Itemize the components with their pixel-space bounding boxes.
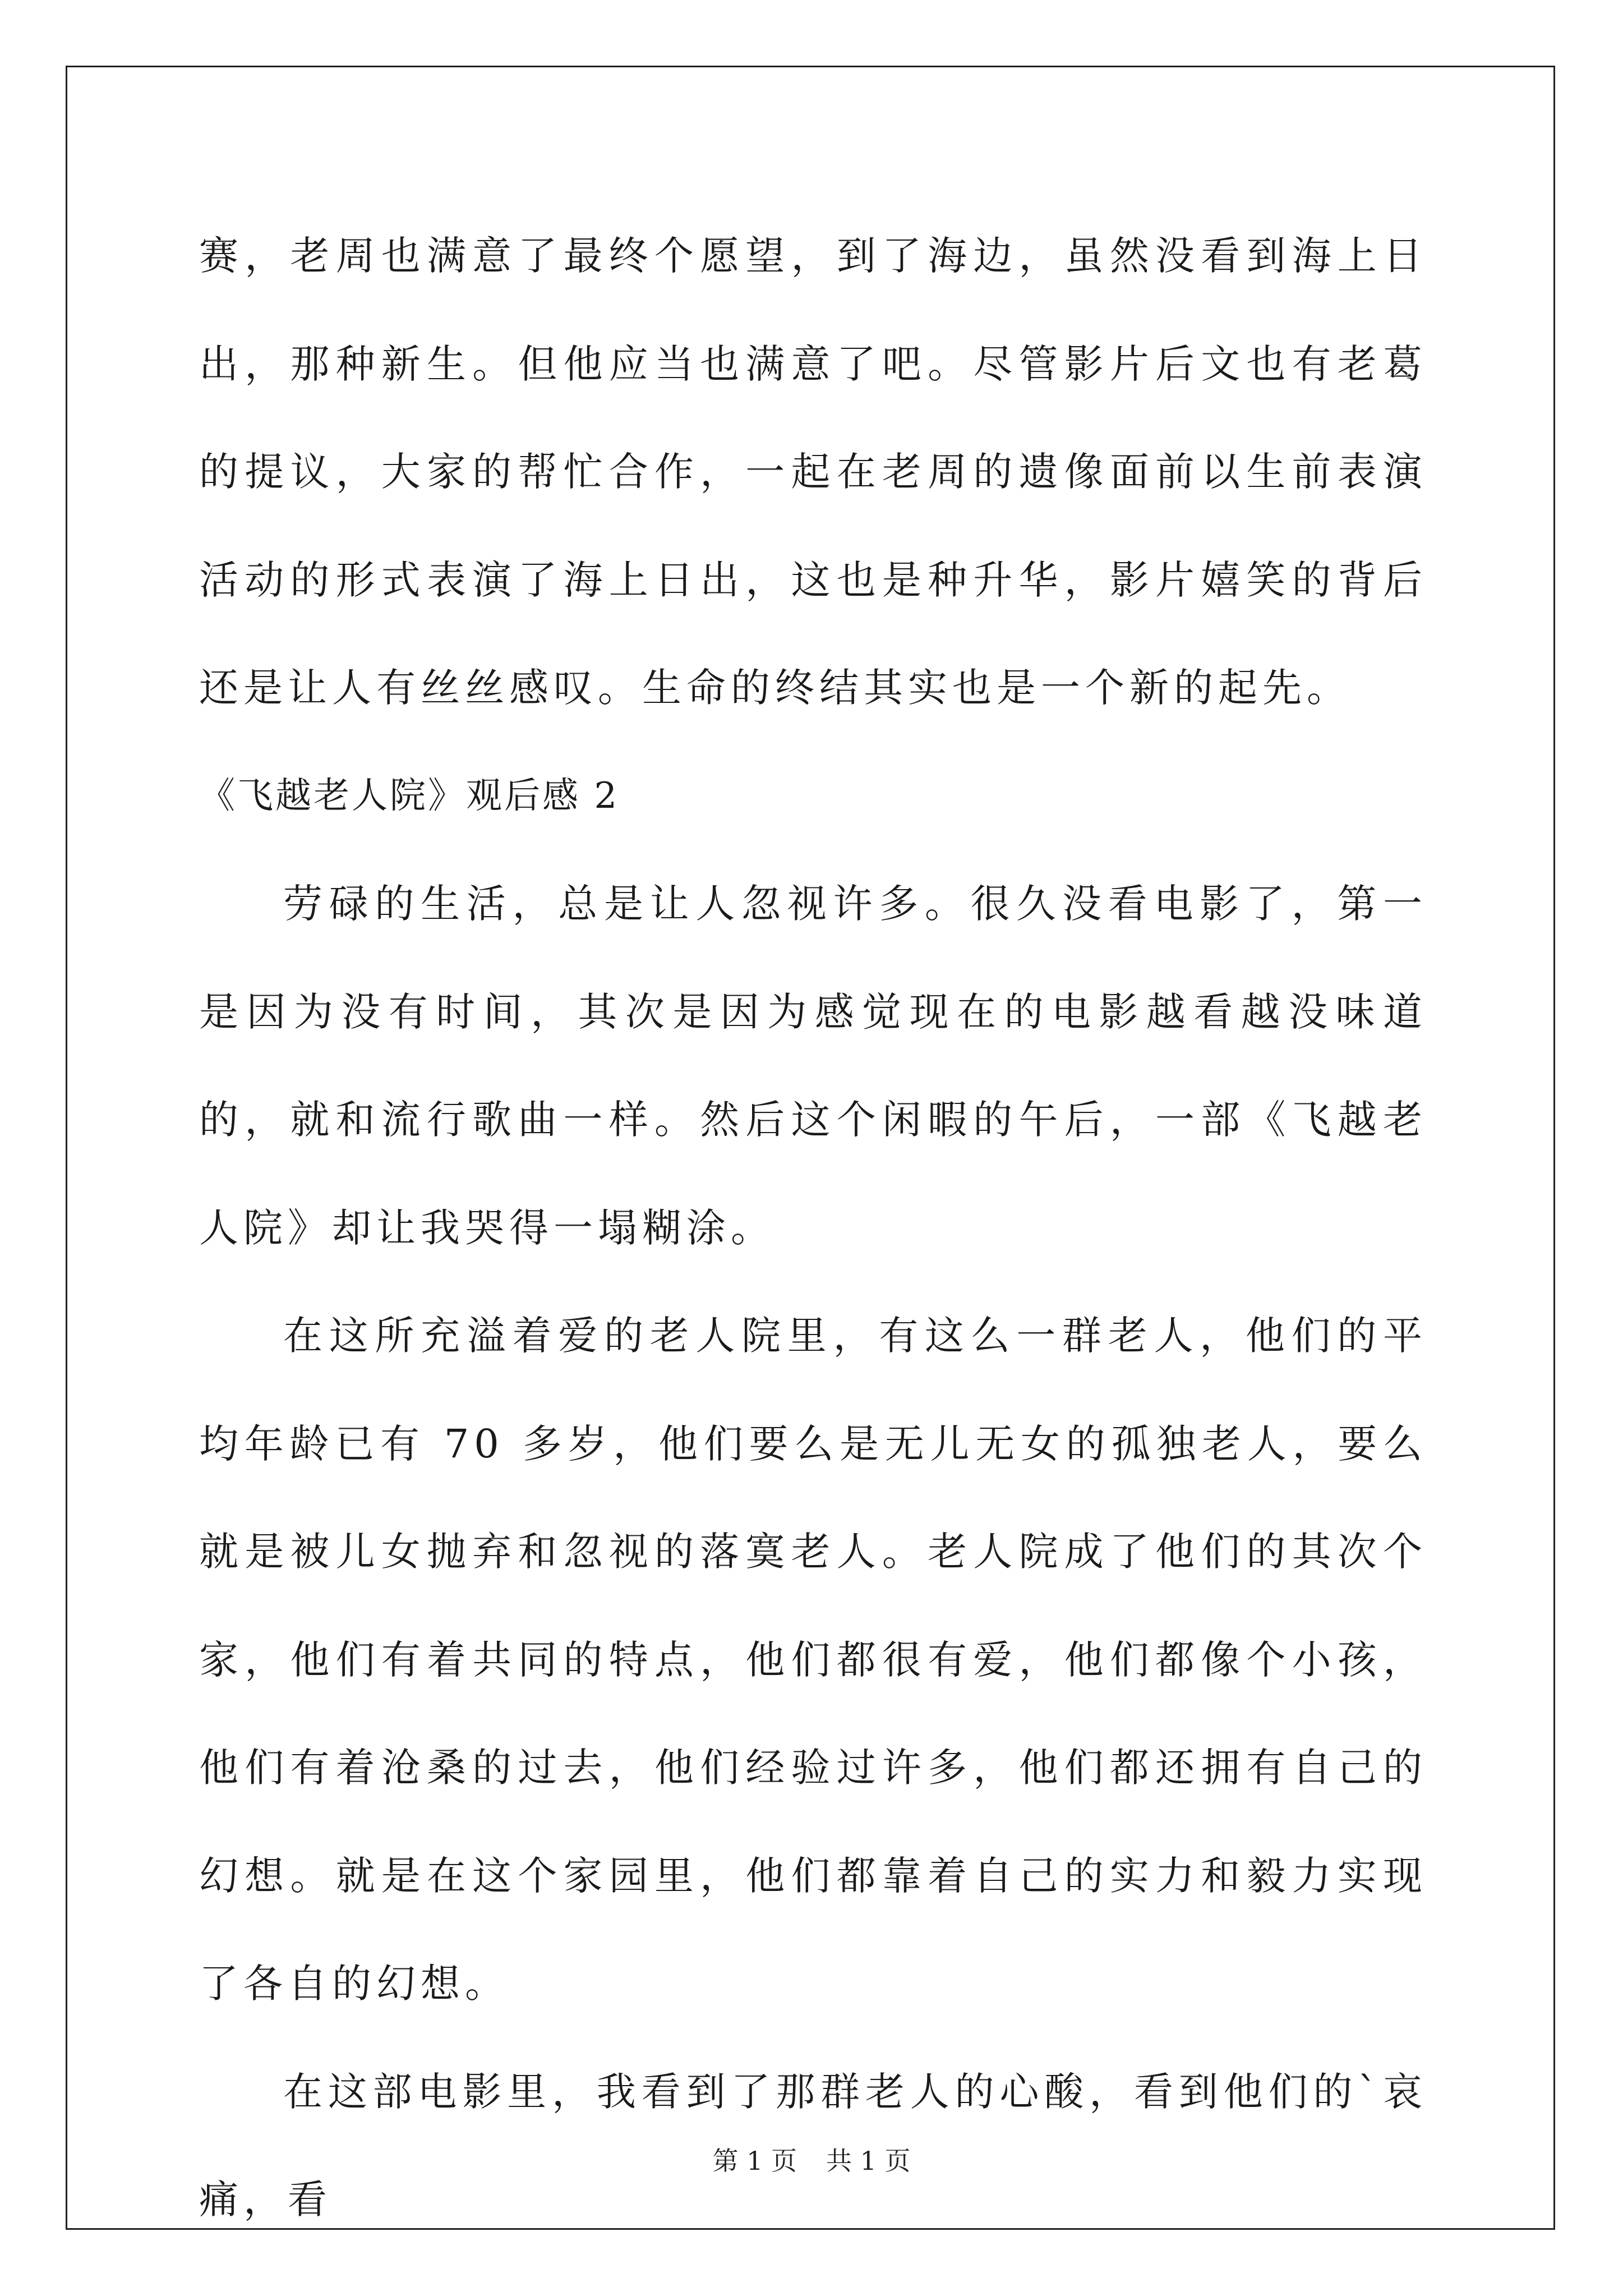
page-number-current: 第 1 页	[712, 2146, 797, 2176]
document-body	[199, 202, 1427, 2254]
paragraph-busy-life: 劳碌的生活，总是让人忽视许多。很久没看电影了，第一是因为没有时间，其次是因为感觉现在的电影越看越没味道的，就和流行歌曲一样。然后这个闲暇的午后，一部《飞越老人院》却让我哭得一塌糊涂。	[199, 881, 1427, 1251]
paragraph-continuation: 赛，老周也满意了最终个愿望，到了海边，虽然没看到海上日出，那种新生。但他应当也满意了吧。尽管影片后文也有老葛的提议，大家的帮忙合作，一起在老周的遗像面前以生前表演活动的形式表演了海上日出，这也是种升华，影片嬉笑的背后还是让人有丝丝感叹。生命的终结其实也是一个新的起先。	[199, 233, 1427, 711]
paragraph-nursing-home: 在这所充溢着爱的老人院里，有这么一群老人，他们的平均年龄已有 70 多岁，他们要么是无儿无女的孤独老人，要么就是被儿女抛弃和忽视的落寞老人。老人院成了他们的其次个家，他们有着共同的特点，他们都很有爱，他们都像个小孩，他们有着沧桑的过去，他们经验过许多，他们都还拥有自己的幻想。就是在这个家园里，他们都靠着自己的实力和毅力实现了各自的幻想。	[199, 1313, 1427, 2007]
page-footer	[0, 2144, 1623, 2178]
section-heading: 《飞越老人院》观后感 2	[199, 775, 620, 817]
paragraph-in-this-film: 在这部电影里，我看到了那群老人的心酸，看到他们的`哀痛，看	[199, 2068, 1427, 2223]
page-number-total: 共 1 页	[826, 2146, 911, 2176]
